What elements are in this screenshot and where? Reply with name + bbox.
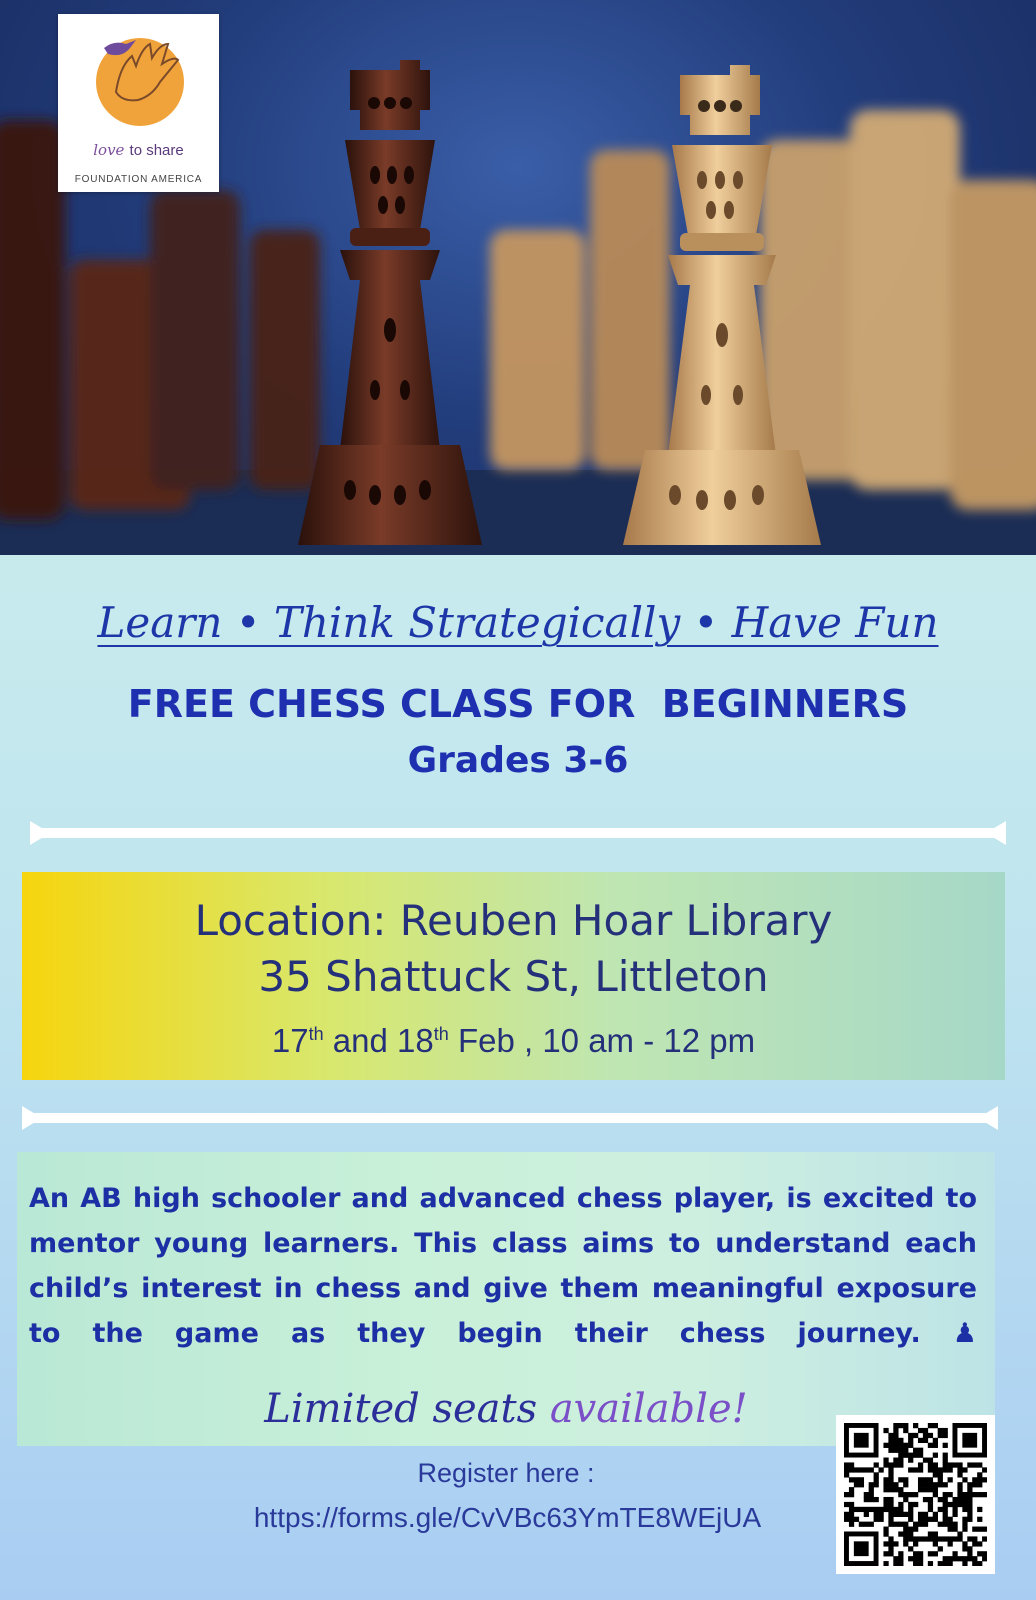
date2-day: 18 — [397, 1022, 434, 1059]
location-name: Location: Reuben Hoar Library — [194, 896, 833, 945]
logo-wordmark — [58, 140, 219, 159]
logo-subtitle: FOUNDATION AMERICA — [74, 174, 203, 185]
qr-code[interactable] — [836, 1415, 995, 1574]
date2-suffix: th — [433, 1024, 449, 1044]
event-time: Feb , 10 am - 12 pm — [448, 1022, 756, 1059]
register-label: Register here : — [417, 1458, 595, 1488]
class-description: An AB high schooler and advanced chess player, is excited to mentor young learners. This class aims to understand each child’s interest in chess and give them meaningful exposure to the game as they begin their chess journey. ♟ — [29, 1183, 977, 1349]
event-dates — [22, 1022, 1005, 1060]
description-panel — [17, 1152, 995, 1446]
location-address: 35 Shattuck St, Littleton — [258, 952, 769, 1001]
tagline: Learn • Think Strategically • Have Fun — [97, 598, 939, 647]
page-title: FREE CHESS CLASS FOR BEGINNERS — [127, 682, 909, 726]
hand-bird-logo-icon — [58, 14, 219, 139]
qr-code-icon — [844, 1423, 987, 1566]
hero-photo — [0, 0, 1036, 555]
available-text: available! — [549, 1386, 748, 1432]
limited-seats-text: Limited seats — [264, 1386, 550, 1432]
location-panel — [22, 872, 1005, 1080]
date1-suffix: th — [308, 1024, 324, 1044]
grades-label: Grades 3-6 — [407, 740, 629, 781]
date1-day: 17 — [271, 1022, 309, 1059]
logo-word-love: love — [93, 141, 125, 159]
divider-top — [0, 818, 1036, 848]
divider-bottom — [0, 1103, 1036, 1133]
logo-word-to-share: to share — [129, 142, 184, 159]
dates-and: and — [323, 1022, 398, 1059]
foundation-logo — [58, 14, 219, 192]
chess-king-dark-icon — [298, 60, 482, 545]
register-link[interactable]: https://forms.gle/CvVBc63YmTE8WEjUA — [253, 1502, 762, 1533]
